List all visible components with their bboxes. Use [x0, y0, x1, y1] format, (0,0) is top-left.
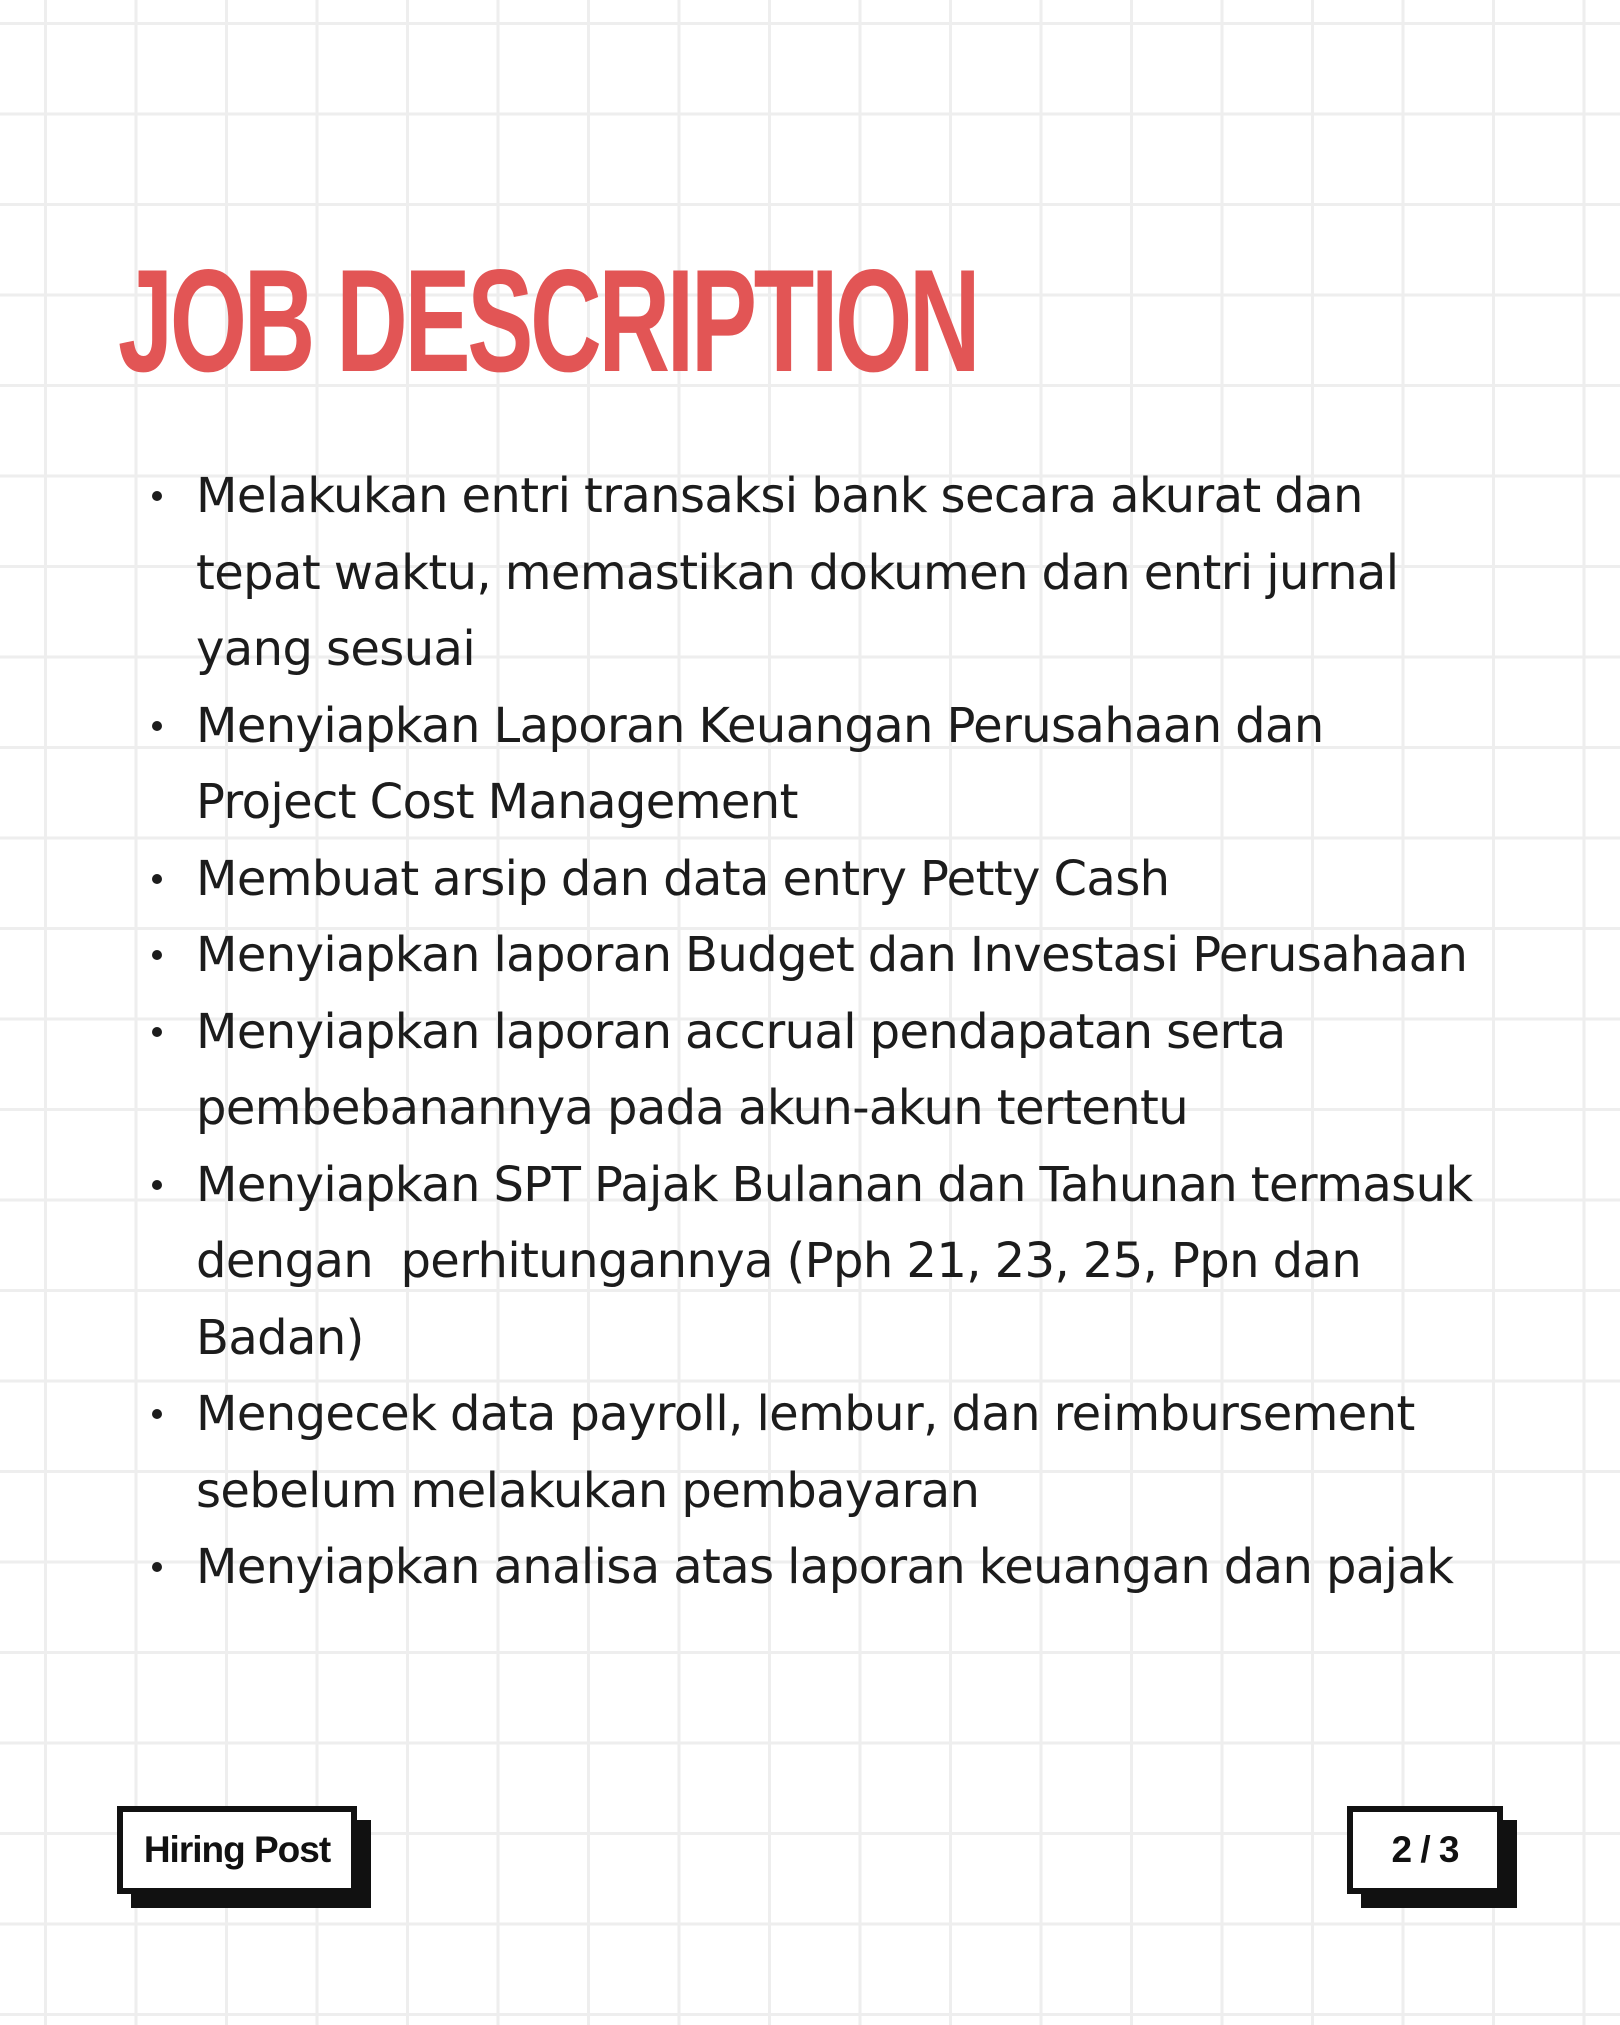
list-item	[196, 841, 1496, 918]
list-item	[196, 1147, 1496, 1377]
list-item	[196, 1376, 1496, 1529]
job-description-list	[196, 458, 1496, 1606]
bullet-icon	[152, 1409, 162, 1419]
bullet-icon	[152, 874, 162, 884]
list-item-text: Mengecek data payroll, lembur, dan reimbursement sebelum melakukan pembayaran	[196, 1386, 1415, 1519]
page-indicator: 2 / 3	[1347, 1806, 1503, 1894]
list-item	[196, 994, 1496, 1147]
list-item-text: Menyiapkan Laporan Keuangan Perusahaan dan Project Cost Management	[196, 697, 1324, 830]
bullet-icon	[152, 1562, 162, 1572]
bullet-icon	[152, 721, 162, 731]
list-item-text: Menyiapkan laporan Budget dan Investasi Perusahaan	[196, 927, 1468, 983]
bullet-icon	[152, 1027, 162, 1037]
list-item	[196, 917, 1496, 994]
page-title: JOB DESCRIPTION	[118, 239, 978, 402]
hiring-post-tag: Hiring Post	[117, 1806, 357, 1894]
bullet-icon	[152, 1180, 162, 1190]
bullet-icon	[152, 491, 162, 501]
list-item-text: Melakukan entri transaksi bank secara akurat dan tepat waktu, memastikan dokumen dan entri jurnal yang sesuai	[196, 468, 1399, 677]
list-item-text: Menyiapkan SPT Pajak Bulanan dan Tahunan termasuk dengan perhitungannya (Pph 21, 23, 25, Ppn dan Badan)	[196, 1156, 1487, 1366]
list-item	[196, 688, 1496, 841]
list-item-text: Menyiapkan analisa atas laporan keuangan dan pajak	[196, 1539, 1454, 1595]
list-item	[196, 458, 1496, 688]
list-item	[196, 1529, 1496, 1606]
list-item-text: Membuat arsip dan data entry Petty Cash	[196, 850, 1170, 907]
bullet-icon	[152, 950, 162, 960]
list-item-text: Menyiapkan laporan accrual pendapatan serta pembebanannya pada akun-akun tertentu	[196, 1003, 1286, 1136]
